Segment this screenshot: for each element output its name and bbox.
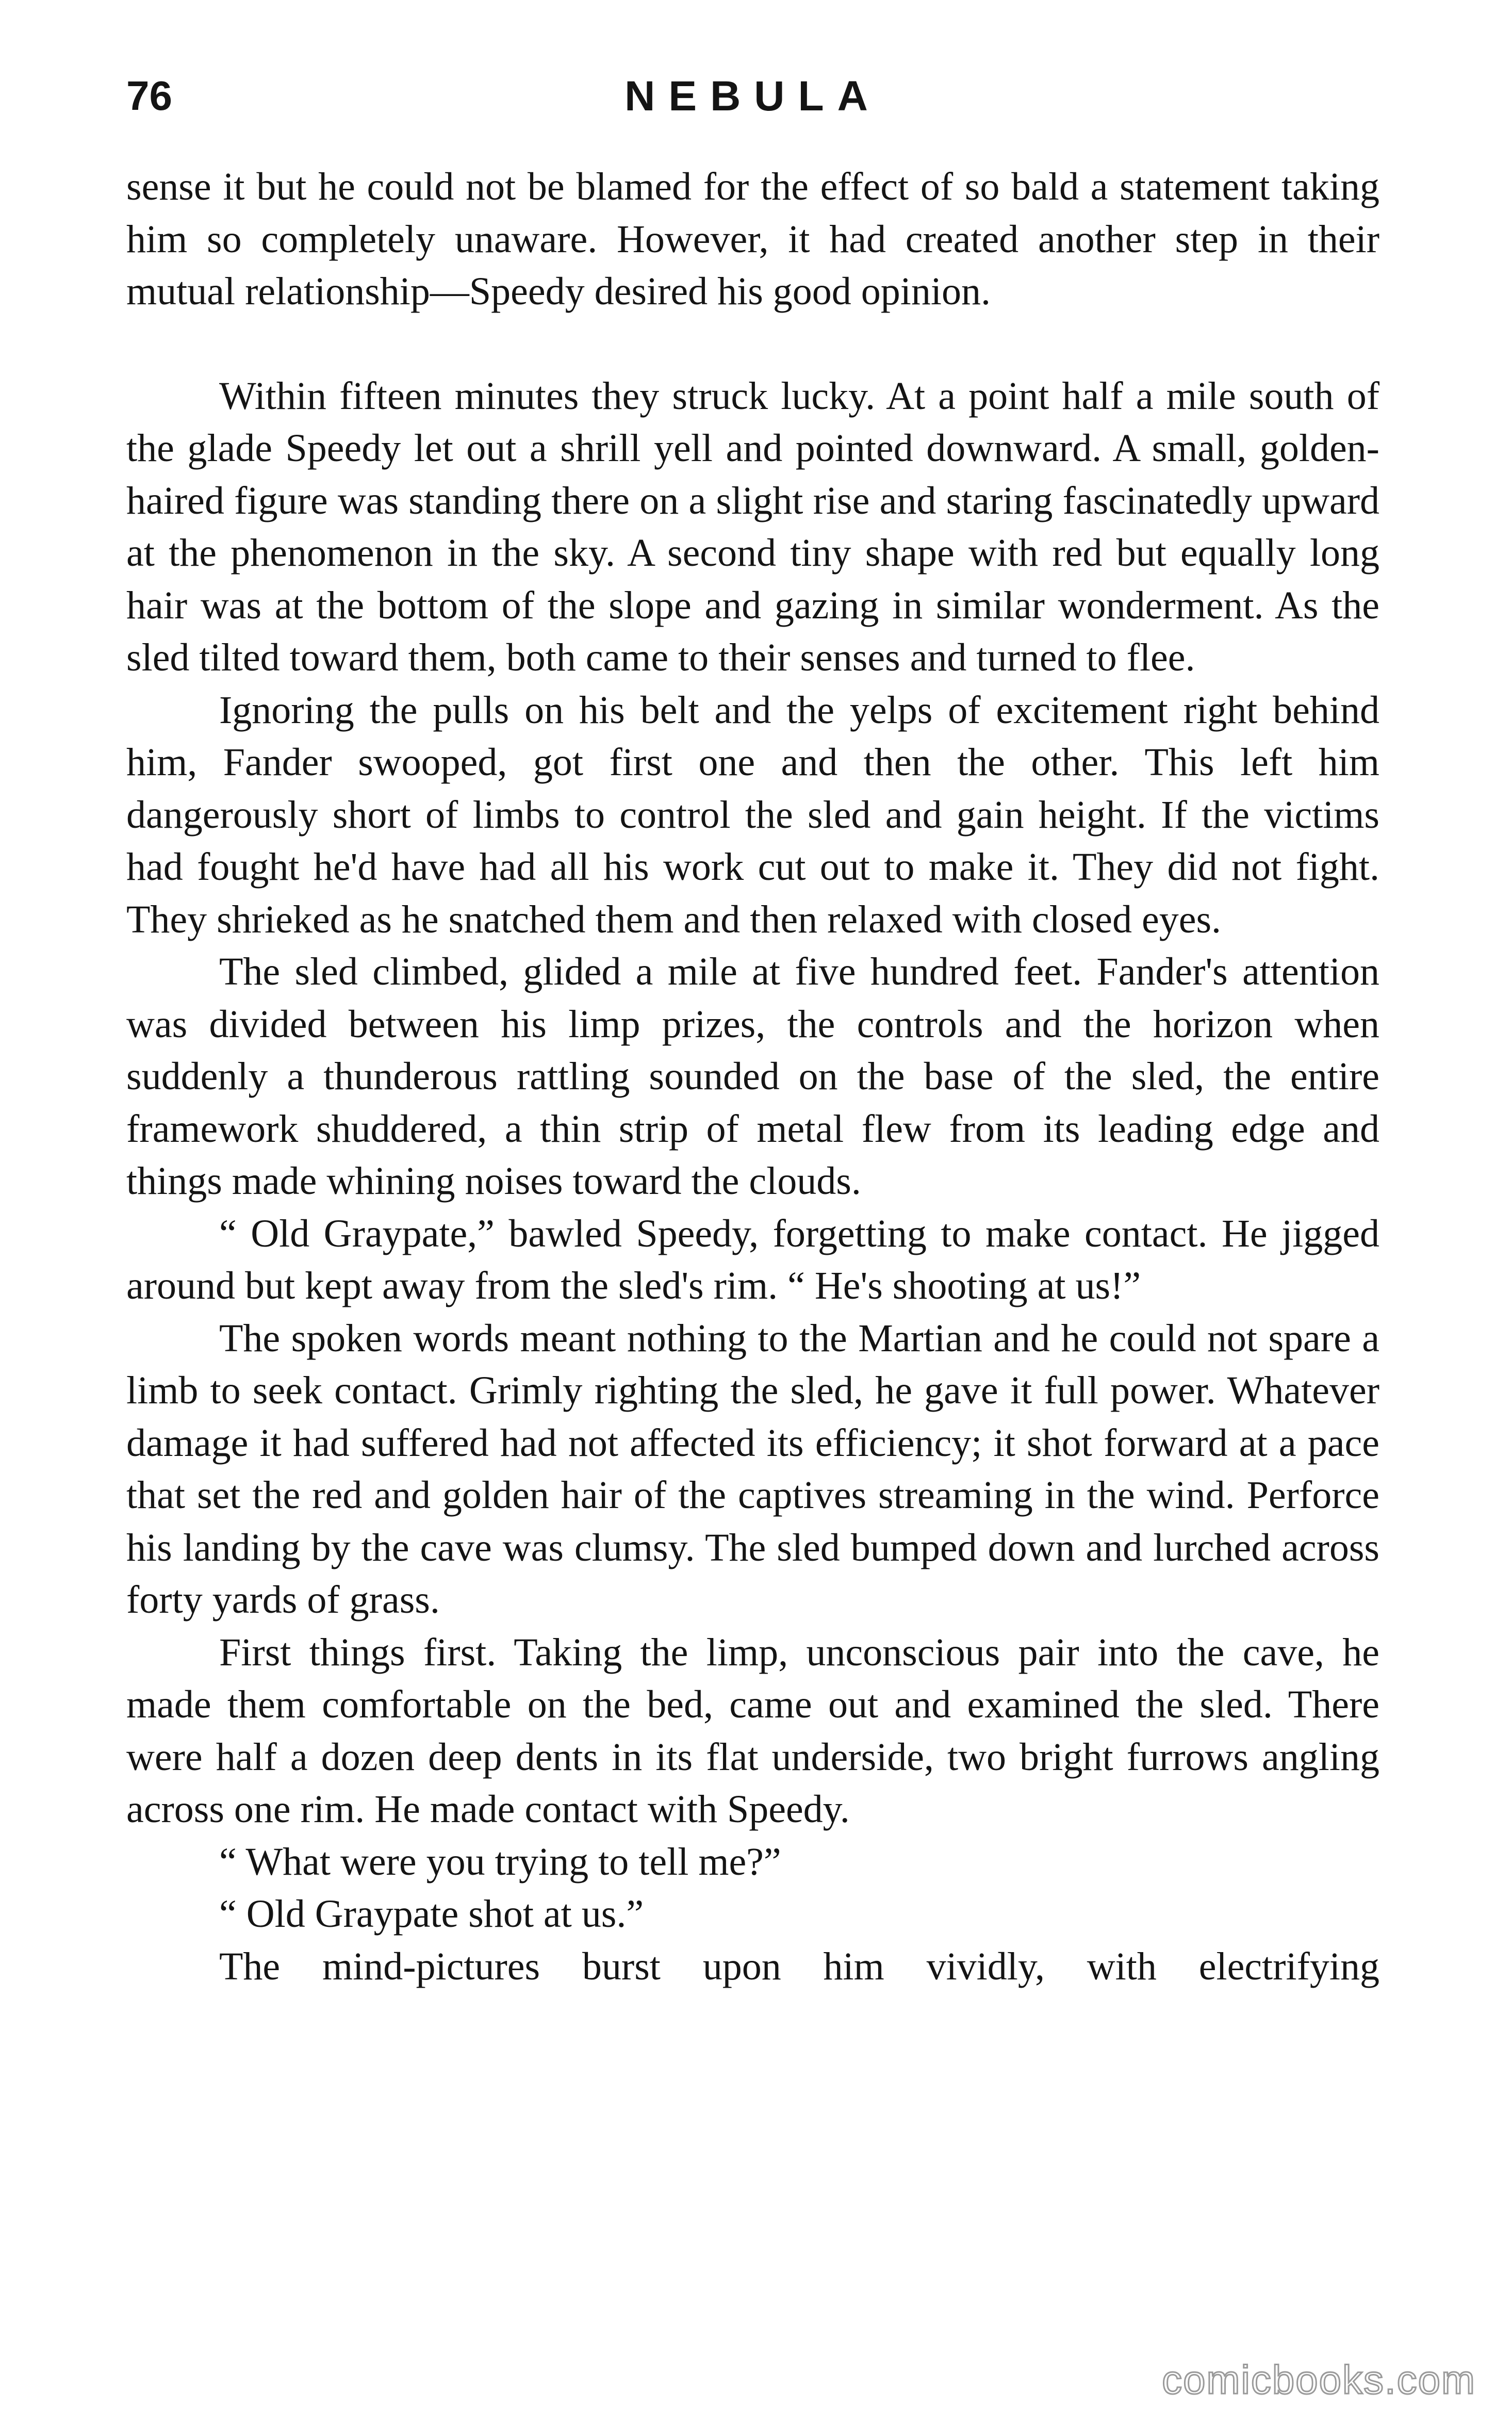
paragraph: “ Old Graypate,” bawled Speedy, forgetting to make contact. He jigged around but kept away from the sled's rim. “ He's shooting at us!” — [126, 1211, 1379, 1307]
paragraph: “ What were you trying to tell me?” — [219, 1840, 781, 1883]
watermark: comicbooks.com — [1162, 2357, 1476, 2402]
paragraph: The mind-pictures burst upon him vividly, with electrifying — [219, 1944, 1379, 1988]
paragraph: Within fifteen minutes they struck lucky. At a point half a mile south of the glade Speedy let out a shrill yell and pointed downward. A small, golden-haired figure was standing there on a slight rise and staring fascinatedly upward at the phenomenon in the sky. A second tiny shape with red but equally long hair was at the bottom of the slope and gazing in similar wonderment. As the sled tilted toward them, both came to their senses and turned to flee. — [126, 374, 1379, 679]
paragraph: sense it but he could not be blamed for the effect of so bald a statement taking him so completely unaware. However, it had created another step in their mutual relationship—Speedy desired his good opinion. — [126, 165, 1379, 313]
page-number: 76 — [126, 73, 172, 119]
paragraph: Ignoring the pulls on his belt and the yelps of excitement right behind him, Fander swooped, got first one and then the other. This left him dangerously short of limbs to control the sled and gain height. If the victims had fought he'd have had all his work cut out to make it. They did not fight. They shrieked as he snatched them and then relaxed with closed eyes. — [126, 688, 1379, 941]
paragraph: The spoken words meant nothing to the Martian and he could not spare a limb to seek contact. Grimly righting the sled, he gave it full power. Whatever damage it had suffered had not affected its efficiency; it shot forward at a pace that set the red and golden hair of the captives streaming in the wind. Perforce his landing by the cave was clumsy. The sled bumped down and lurched across forty yards of grass. — [126, 1316, 1379, 1622]
paragraph: The sled climbed, glided a mile at five hundred feet. Fander's attention was divided between his limp prizes, the controls and the horizon when suddenly a thunderous rattling sounded on the base of the sled, the entire framework shuddered, a thin strip of metal flew from its leading edge and things made whining noises toward the clouds. — [126, 950, 1379, 1203]
paragraph: First things first. Taking the limp, unconscious pair into the cave, he made them comfortable on the bed, came out and examined the sled. There were half a dozen deep dents in its flat underside, two bright furrows angling across one rim. He made contact with Speedy. — [126, 1630, 1379, 1831]
body-text — [126, 161, 1379, 1993]
running-head: NEBULA — [624, 73, 881, 120]
paragraph: “ Old Graypate shot at us.” — [219, 1892, 644, 1936]
page-header — [126, 72, 1379, 129]
